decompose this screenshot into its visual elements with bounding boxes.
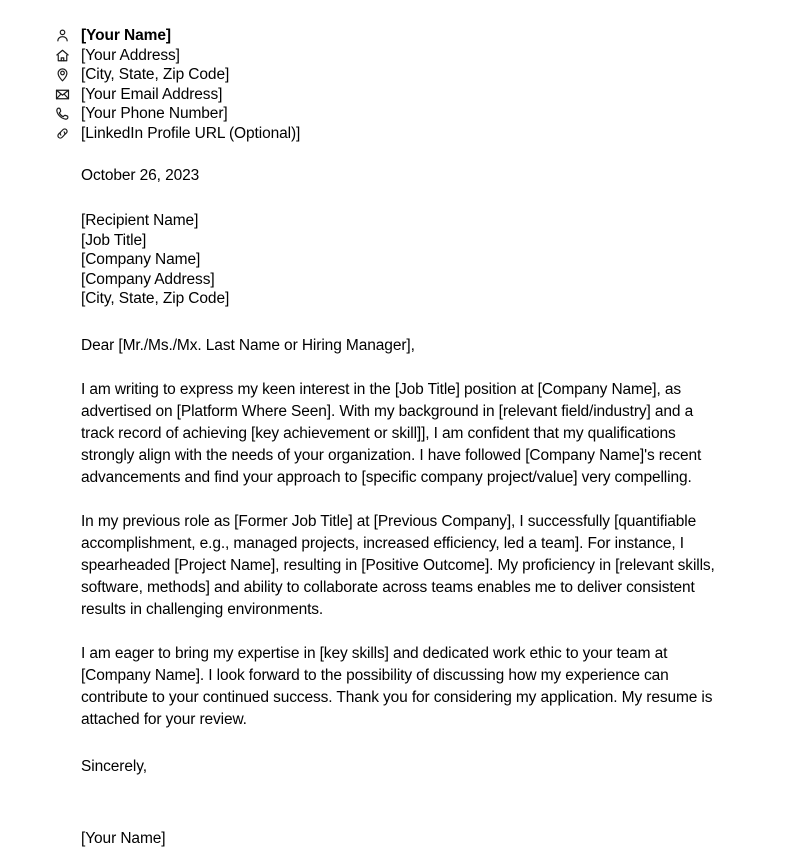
recipient-job-title: [Job Title] [81,231,147,249]
envelope-icon [55,85,81,105]
sender-name-text: [Your Name] [81,27,171,44]
sender-city-text: [City, State, Zip Code] [81,66,230,83]
sender-row-name [55,26,745,46]
sender-row-phone [55,104,745,124]
home-icon [55,46,81,66]
sender-email-text: [Your Email Address] [81,85,223,103]
salutation: Dear [Mr./Ms./Mx. Last Name or Hiring Manager], [81,336,415,354]
letter-date: October 26, 2023 [81,167,200,184]
body-paragraph-1: I am writing to express my keen interest in the [Job Title] position at [Company Name], as advertised on [Platform Where Seen]. With my background in [relevant field/industry] and a track record of achieving [key achievement or skill]], I am confident that my qualifications strongly align with the needs of your organization. I have followed [Company Name]'s recent advancements and find your approach to [specific company project/value] very compelling. [81,380,702,486]
sender-linkedin-text: [LinkedIn Profile URL (Optional)] [81,124,301,142]
body-paragraph-3: I am eager to bring my expertise in [key skills] and dedicated work ethic to your team at [Company Name]. I look forward to the possibility of discussing how my experience can contribute to your continued success. Thank you for considering my application. My resume is attached for your review. [81,644,713,728]
recipient-company-name: [Company Name] [81,251,201,268]
location-icon [55,65,81,85]
sender-phone-text: [Your Phone Number] [81,105,228,122]
sender-row-email [55,85,745,105]
sender-contact-block [55,26,745,143]
sender-row-linkedin [55,124,745,144]
recipient-city: [City, State, Zip Code] [81,290,230,307]
letter-body [55,26,745,850]
phone-icon [55,104,81,124]
body-paragraph-2: In my previous role as [Former Job Title] at [Previous Company], I successfully [quantifiable accomplishment, e.g., managed projects, increased efficiency, led a team]. For instance, I spearheaded [Project Name], resulting in [Positive Outcome]. My proficiency in [relevant skills, software, methods] and ability to collaborate across teams enables me to deliver consistent results in challenging environments. [81,512,715,618]
signature-space [55,778,745,828]
recipient-company-address: [Company Address] [81,270,215,288]
person-icon [55,26,81,46]
letter-content [81,379,726,731]
sender-row-address [55,46,745,66]
valediction: Sincerely, [81,757,147,775]
signature-name: [Your Name] [81,829,166,847]
recipient-address-block [81,211,745,309]
link-icon [55,124,81,144]
sender-row-city [55,65,745,85]
sender-address-text: [Your Address] [81,46,180,64]
recipient-name: [Recipient Name] [81,212,199,229]
